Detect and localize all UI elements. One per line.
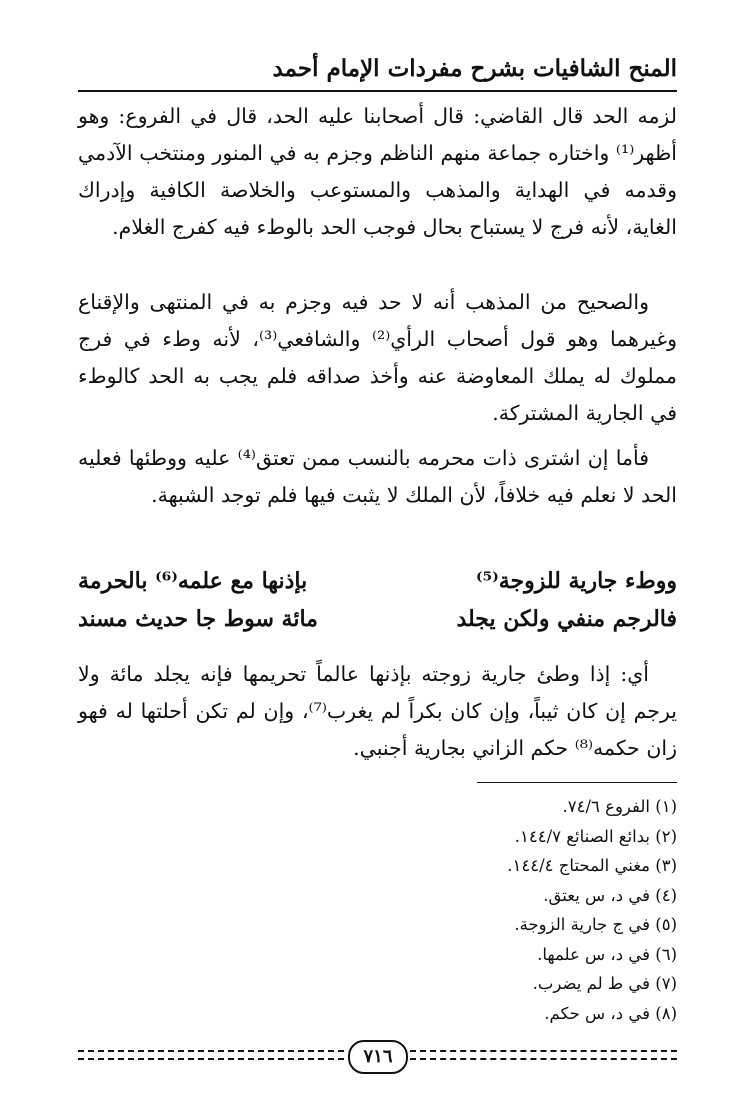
footer-rule-left-lower — [78, 1058, 344, 1060]
footnote-6: (٦) في د، س علمها. — [537, 944, 677, 964]
verse-hemistich-1-right: ووطء جارية للزوجة⁽⁵⁾ — [475, 568, 677, 594]
page-footer — [78, 1046, 677, 1070]
paragraph-2: والصحيح من المذهب أنه لا حد فيه وجزم به في المنتهى والإقناع وغيرهما وهو قول أصحاب الرأي⁽²⁾ والشافعي⁽³⁾، لأنه وطء في فرج مملوك له يملك المعاوضة عنه وأخذ صداقه فلم يجب به الحد كالوطء في الجارية المشتركة. — [78, 290, 677, 425]
verse-hemistich-1-left: بإذنها مع علمه⁽⁶⁾ بالحرمة — [78, 568, 308, 594]
footnote-5: (٥) في ج جارية الزوجة. — [514, 915, 677, 934]
page-number: ٧١٦ — [348, 1040, 408, 1074]
footer-rule-left — [78, 1050, 344, 1052]
footnote-3: (٣) مغني المحتاج ١٤٤/٤. — [507, 856, 677, 875]
footnotes — [507, 792, 677, 1028]
footnote-7: (٧) في ط لم يضرب. — [532, 974, 677, 993]
verse-hemistich-2-right: فالرجم منفي ولكن يجلد — [456, 606, 677, 632]
paragraph-3: فأما إن اشترى ذات محرمه بالنسب ممن تعتق⁽⁴⁾ عليه ووطئها فعليه الحد لا نعلم فيه خلافاً، لأن الملك لا يثبت فيها فلم توجد الشبهة. — [78, 446, 677, 507]
footnote-8: (٨) في د، س حكم. — [544, 1003, 677, 1023]
footnote-divider — [477, 782, 677, 783]
verse-hemistich-2-left: مائة سوط جا حديث مسند — [78, 606, 318, 632]
running-header: المنح الشافيات بشرح مفردات الإمام أحمد — [78, 48, 677, 92]
verse-line-1 — [78, 568, 677, 608]
paragraph-1: لزمه الحد قال القاضي: قال أصحابنا عليه الحد، قال في الفروع: وهو أظهر⁽¹⁾ واختاره جماعة منهم الناظم وجزم به في المنور ومنتخب الآدمي وقدمه في الهداية والمذهب والمستوعب والخلاصة الكافية وإدراك الغاية، لأنه فرج لا يستباح بحال فوجب الحد بالوطء فيه كفرج الغلام. — [78, 104, 677, 239]
commentary-paragraph: أي: إذا وطئ جارية زوجته بإذنها عالماً تحريمها فإنه يجلد مائة ولا يرجم إن كان ثيباً، وإن كان بكراً لم يغرب⁽⁷⁾، وإن لم تكن أحلتها له فهو زان حكمه⁽⁸⁾ حكم الزاني بجارية أجنبي. — [78, 662, 677, 760]
footnote-4: (٤) في د، س يعتق. — [543, 885, 677, 905]
footnote-1: (١) الفروع ٧٤/٦. — [562, 797, 677, 816]
footer-rule-right-lower — [410, 1058, 677, 1060]
footer-rule-right — [410, 1050, 677, 1052]
verse-line-2 — [78, 606, 677, 646]
footnote-2: (٢) بدائع الصنائع ١٤٤/٧. — [514, 826, 677, 846]
